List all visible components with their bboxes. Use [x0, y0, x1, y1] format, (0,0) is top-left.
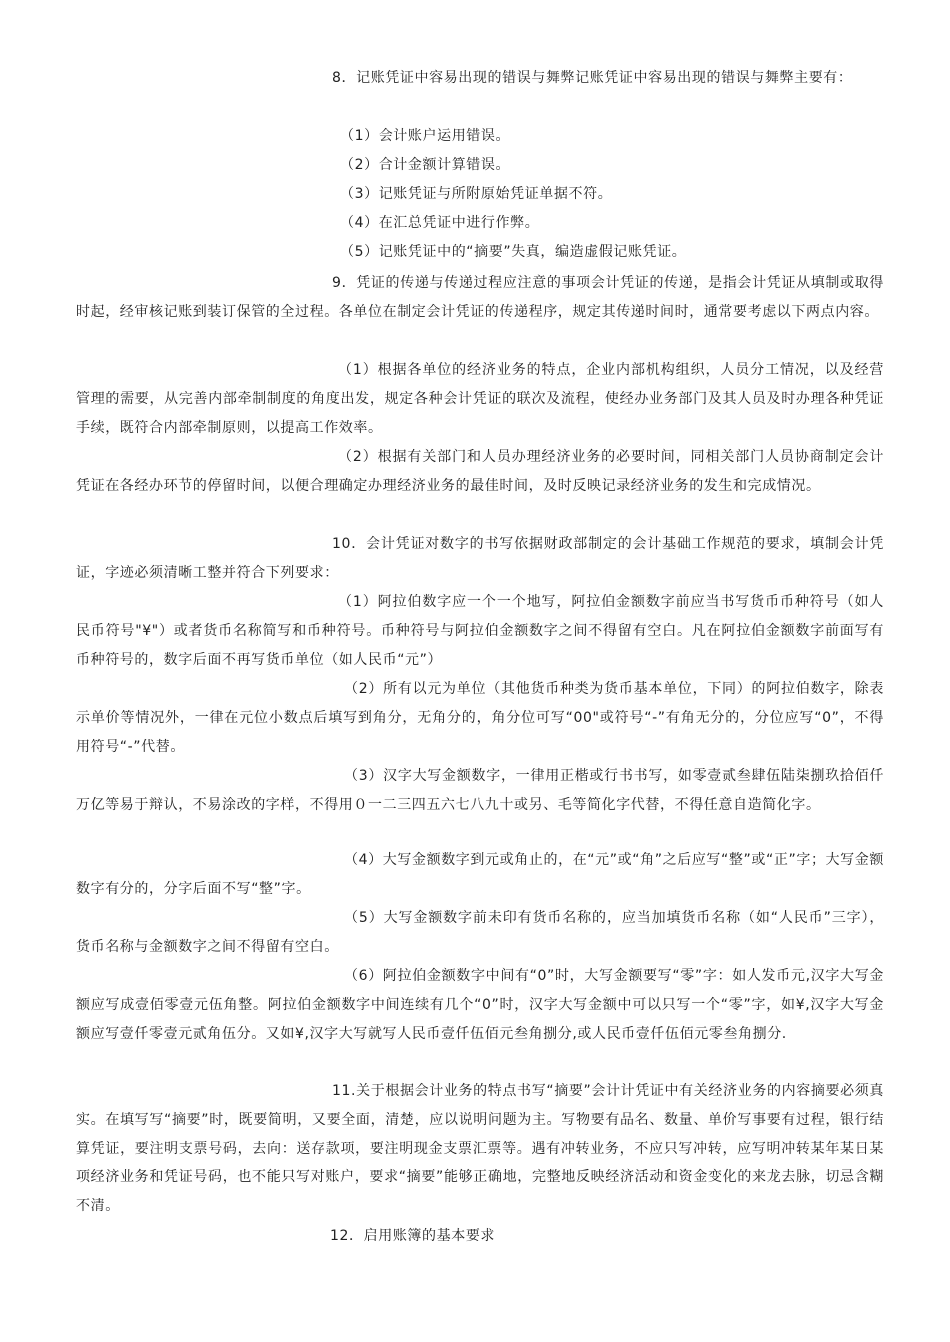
section-11-paragraph: 11.关于根据会计业务的特点书写“摘要”会计计凭证中有关经济业务的内容摘要必须真实。在填写写“摘要”时，既要简明，又要全面，清楚，应以说明问题为主。写物要有品名、数量、单价写事要有过程，银行结算凭证，要注明支票号码，去向：送存款项，要注明现金支票汇票等。遇有冲转业务，不应只写冲转，应写明冲转某年某日某项经济业务和凭证号码，也不能只写对账户，要求“摘要”能够正确地，完整地反映经济活动和资金变化的来龙去脉，切忌含糊不清。 — [76, 1083, 884, 1215]
section-10-heading: 10．会计凭证对数字的书写依据财政部制定的会计基础工作规范的要求，填制会计凭证，字迹必须清晰工整并符合下列要求： — [76, 536, 884, 581]
section-9-heading: 9．凭证的传递与传递过程应注意的事项会计凭证的传递，是指会计凭证从填制或取得时起，经审核记账到装订保管的全过程。各单位在制定会计凭证的传递程序，规定其传递时间时，通常要考虑以下两点内容。 — [76, 275, 884, 320]
section-10-item-4: （4）大写金额数字到元或角止的，在“元”或“角”之后应写“整”或“正”字；大写金额数字有分的，分字后面不写“整”字。 — [76, 852, 884, 897]
section-8-item-5: （5）记账凭证中的“摘要”失真，编造虚假记账凭证。 — [340, 244, 687, 260]
section-8-item-2: （2）合计金额计算错误。 — [340, 157, 511, 173]
section-8-item-4: （4）在汇总凭证中进行作弊。 — [340, 215, 540, 231]
section-8-heading: 8．记账凭证中容易出现的错误与舞弊记账凭证中容易出现的错误与舞弊主要有： — [332, 70, 853, 86]
section-10-item-5: （5）大写金额数字前未印有货币名称的，应当加填货币名称（如“人民币”三字），货币名称与金额数字之间不得留有空白。 — [76, 910, 884, 955]
section-10-item-2: （2）所有以元为单位（其他货币种类为货币基本单位，下同）的阿拉伯数字，除表示单价等情况外，一律在元位小数点后填写到角分，无角分的，角分位可写“00"或符号“-”有角无分的，分位应写“0”，不得用符号“-”代替。 — [76, 681, 884, 755]
section-8-item-1: （1）会计账户运用错误。 — [340, 128, 511, 144]
section-9-item-1: （1）根据各单位的经济业务的特点，企业内部机构组织，人员分工情况，以及经营管理的需要，从完善内部牵制制度的角度出发，规定各种会计凭证的联次及流程，使经办业务部门及其人员及时办理各种凭证手续，既符合内部牵制原则，以提高工作效率。 — [76, 362, 884, 436]
section-8-item-3: （3）记账凭证与所附原始凭证单据不符。 — [340, 186, 613, 202]
section-12-heading: 12．启用账簿的基本要求 — [330, 1228, 496, 1244]
section-10-item-1: （1）阿拉伯数字应一个一个地写，阿拉伯金额数字前应当书写货币币种符号（如人民币符号"¥"）或者货币名称简写和币种符号。币种符号与阿拉伯金额数字之间不得留有空白。凡在阿拉伯金额数字前面写有币种符号的，数字后面不再写货币单位（如人民币“元”） — [76, 594, 884, 668]
section-9-item-2: （2）根据有关部门和人员办理经济业务的必要时间，同相关部门人员协商制定会计凭证在各经办环节的停留时间，以便合理确定办理经济业务的最佳时间，及时反映记录经济业务的发生和完成情况。 — [76, 449, 884, 494]
section-10-item-6: （6）阿拉伯金额数字中间有“0”时，大写金额要写“零”字：如人发币元,汉字大写金额应写成壹佰零壹元伍角整。阿拉伯金额数字中间连续有几个“0”时，汉字大写金额中可以只写一个“零”字，如¥,汉字大写金额应写壹仟零壹元贰角伍分。又如¥,汉字大写就写人民币壹仟伍佰元叁角捌分,或人民币壹仟伍佰元零叁角捌分. — [76, 968, 884, 1042]
section-10-item-3: （3）汉字大写金额数字，一律用正楷或行书书写，如零壹贰叁肆伍陆柒捌玖拾佰仟万亿等易于辩认，不易涂改的字样，不得用０一二三四五六七八九十或另、毛等简化字代替，不得任意自造简化字。 — [76, 768, 884, 813]
